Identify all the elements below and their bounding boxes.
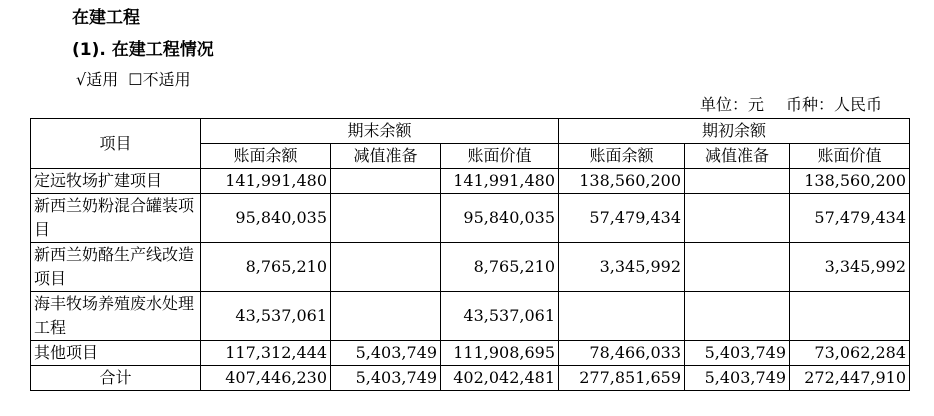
cell-value: 141,991,480 <box>201 169 331 194</box>
cell-value: 141,991,480 <box>441 169 559 194</box>
cell-value <box>331 194 441 243</box>
cell-value: 8,765,210 <box>201 243 331 292</box>
table-row <box>31 243 910 292</box>
total-value: 272,447,910 <box>790 366 910 391</box>
unit-label: 单位：元 <box>699 95 764 114</box>
subheader-end-book-balance: 账面余额 <box>201 144 331 169</box>
total-value: 5,403,749 <box>685 366 790 391</box>
subheader-begin-book-value: 账面价值 <box>790 144 910 169</box>
construction-in-progress-table <box>30 118 910 391</box>
header-item: 项目 <box>31 119 201 169</box>
cell-value <box>685 169 790 194</box>
cell-value: 111,908,695 <box>441 341 559 366</box>
cell-value <box>685 292 790 341</box>
subheader-begin-book-balance: 账面余额 <box>559 144 685 169</box>
cell-value: 78,466,033 <box>559 341 685 366</box>
applicable-label: 适用 <box>86 70 119 89</box>
cell-value <box>685 194 790 243</box>
total-value: 5,403,749 <box>331 366 441 391</box>
row-name: 新西兰奶酪生产线改造项目 <box>31 243 201 292</box>
cell-value: 117,312,444 <box>201 341 331 366</box>
row-name: 定远牧场扩建项目 <box>31 169 201 194</box>
header-period-begin: 期初余额 <box>559 119 910 144</box>
cell-value <box>331 243 441 292</box>
total-value: 402,042,481 <box>441 366 559 391</box>
cell-value: 3,345,992 <box>790 243 910 292</box>
cell-value: 57,479,434 <box>790 194 910 243</box>
total-value: 277,851,659 <box>559 366 685 391</box>
cell-value: 43,537,061 <box>441 292 559 341</box>
cell-value <box>685 243 790 292</box>
row-name: 其他项目 <box>31 341 201 366</box>
cell-value: 73,062,284 <box>790 341 910 366</box>
cell-value: 95,840,035 <box>441 194 559 243</box>
currency-label: 币种：人民币 <box>785 95 882 114</box>
cell-value <box>331 292 441 341</box>
section-title: 在建工程 <box>72 8 140 28</box>
subsection-title: (1). 在建工程情况 <box>72 40 214 60</box>
subheader-begin-impairment: 减值准备 <box>685 144 790 169</box>
cell-value: 95,840,035 <box>201 194 331 243</box>
cell-value <box>559 292 685 341</box>
total-label: 合计 <box>31 366 201 391</box>
cell-value: 138,560,200 <box>559 169 685 194</box>
table-row <box>31 341 910 366</box>
subheader-end-impairment: 减值准备 <box>331 144 441 169</box>
row-name: 海丰牧场养殖废水处理工程 <box>31 292 201 341</box>
table-row <box>31 292 910 341</box>
applicability-options <box>76 69 191 91</box>
not-applicable-label: 不适用 <box>142 70 191 89</box>
cell-value: 5,403,749 <box>685 341 790 366</box>
cell-value: 138,560,200 <box>790 169 910 194</box>
cell-value <box>790 292 910 341</box>
cell-value: 3,345,992 <box>559 243 685 292</box>
header-period-end: 期末余额 <box>201 119 559 144</box>
cell-value: 8,765,210 <box>441 243 559 292</box>
applicable-check-icon[interactable]: √ <box>76 70 87 89</box>
subheader-end-book-value: 账面价值 <box>441 144 559 169</box>
cell-value <box>331 169 441 194</box>
row-name: 新西兰奶粉混合罐装项目 <box>31 194 201 243</box>
cell-value: 57,479,434 <box>559 194 685 243</box>
total-row <box>31 366 910 391</box>
not-applicable-checkbox-icon[interactable]: ☐ <box>128 70 143 89</box>
table-row <box>31 194 910 243</box>
cell-value: 5,403,749 <box>331 341 441 366</box>
total-value: 407,446,230 <box>201 366 331 391</box>
cell-value: 43,537,061 <box>201 292 331 341</box>
unit-currency-line <box>700 94 882 116</box>
table-row <box>31 169 910 194</box>
